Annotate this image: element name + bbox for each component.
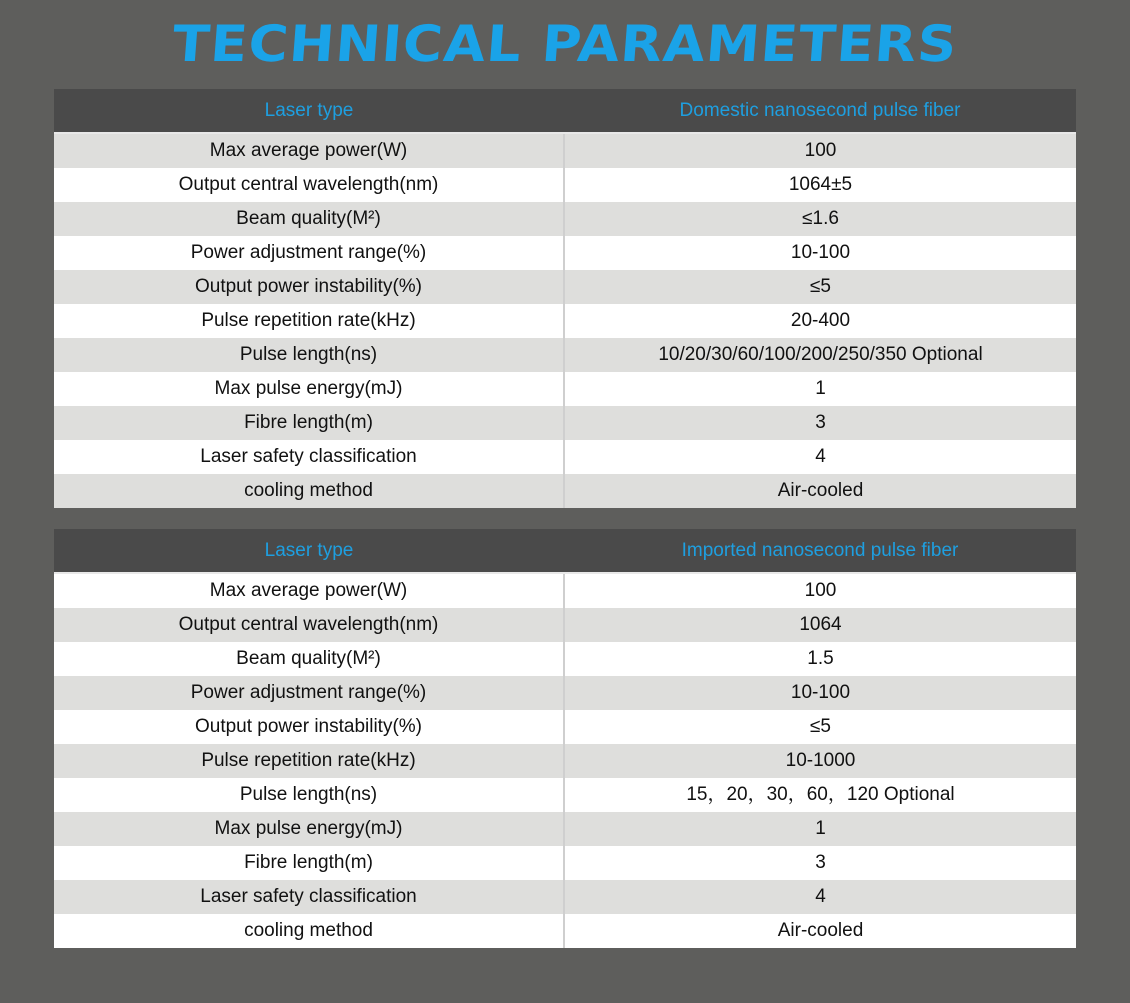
param-label: Beam quality(M²) xyxy=(236,648,381,669)
param-value: 100 xyxy=(563,134,1076,168)
param-value: 4 xyxy=(563,880,1076,914)
param-value: 10-100 xyxy=(563,676,1076,710)
param-label: Power adjustment range(%) xyxy=(190,242,427,263)
param-value: ≤5 xyxy=(563,270,1076,304)
param-value: 4 xyxy=(563,440,1076,474)
table-header xyxy=(54,529,1076,574)
table-row xyxy=(54,474,1076,508)
param-value: 1064±5 xyxy=(563,168,1076,202)
param-value: Air-cooled xyxy=(563,914,1076,948)
param-value: 1.5 xyxy=(563,642,1076,676)
param-label: Max average power(W) xyxy=(209,580,408,601)
table-row xyxy=(54,608,1076,642)
param-label: cooling method xyxy=(244,920,373,941)
table-row xyxy=(54,168,1076,202)
param-value: 10-1000 xyxy=(563,744,1076,778)
page-title: TECHNICAL PARAMETERS xyxy=(170,15,960,73)
table-row xyxy=(54,338,1076,372)
param-value: 10/20/30/60/100/200/250/350 Optional xyxy=(563,338,1076,372)
table-row xyxy=(54,812,1076,846)
param-label: Pulse length(ns) xyxy=(239,784,378,805)
param-label: Output power instability(%) xyxy=(194,276,423,297)
param-label: cooling method xyxy=(244,480,373,501)
param-value: 1 xyxy=(563,812,1076,846)
param-value: 3 xyxy=(563,846,1076,880)
header-value: Imported nanosecond pulse fiber xyxy=(681,540,959,561)
table-row xyxy=(54,880,1076,914)
header-label: Laser type xyxy=(264,540,354,561)
param-value: ≤5 xyxy=(563,710,1076,744)
param-label: Power adjustment range(%) xyxy=(190,682,427,703)
header-value: Domestic nanosecond pulse fiber xyxy=(679,100,961,121)
table-row xyxy=(54,134,1076,168)
param-value: 20-400 xyxy=(563,304,1076,338)
table-row xyxy=(54,304,1076,338)
table-row xyxy=(54,710,1076,744)
spec-table-domestic xyxy=(54,89,1076,508)
table-row xyxy=(54,406,1076,440)
param-label: Pulse repetition rate(kHz) xyxy=(201,750,416,771)
table-row xyxy=(54,202,1076,236)
param-value: 1064 xyxy=(563,608,1076,642)
param-value: 1 xyxy=(563,372,1076,406)
param-label: Output central wavelength(nm) xyxy=(178,174,439,195)
param-value: 15，20，30，60，120 Optional xyxy=(563,778,1076,812)
header-label: Laser type xyxy=(264,100,354,121)
param-label: Pulse length(ns) xyxy=(239,344,378,365)
table-row xyxy=(54,744,1076,778)
table-row xyxy=(54,372,1076,406)
table-row xyxy=(54,778,1076,812)
param-label: Fibre length(m) xyxy=(244,412,373,433)
param-label: Fibre length(m) xyxy=(244,852,373,873)
table-header xyxy=(54,89,1076,134)
param-label: Max average power(W) xyxy=(209,140,408,161)
param-label: Max pulse energy(mJ) xyxy=(214,818,403,839)
param-label: Laser safety classification xyxy=(200,446,417,467)
table-row xyxy=(54,914,1076,948)
param-value: 10-100 xyxy=(563,236,1076,270)
param-label: Pulse repetition rate(kHz) xyxy=(201,310,416,331)
spec-table-imported xyxy=(54,529,1076,948)
param-label: Max pulse energy(mJ) xyxy=(214,378,403,399)
table-row xyxy=(54,574,1076,608)
table-row xyxy=(54,676,1076,710)
param-value: 3 xyxy=(563,406,1076,440)
param-label: Beam quality(M²) xyxy=(236,208,381,229)
table-row xyxy=(54,846,1076,880)
table-row xyxy=(54,440,1076,474)
table-row xyxy=(54,642,1076,676)
param-label: Output power instability(%) xyxy=(194,716,423,737)
table-row xyxy=(54,236,1076,270)
param-value: ≤1.6 xyxy=(563,202,1076,236)
param-label: Output central wavelength(nm) xyxy=(178,614,439,635)
param-value: 100 xyxy=(563,574,1076,608)
table-row xyxy=(54,270,1076,304)
param-label: Laser safety classification xyxy=(200,886,417,907)
param-value: Air-cooled xyxy=(563,474,1076,508)
